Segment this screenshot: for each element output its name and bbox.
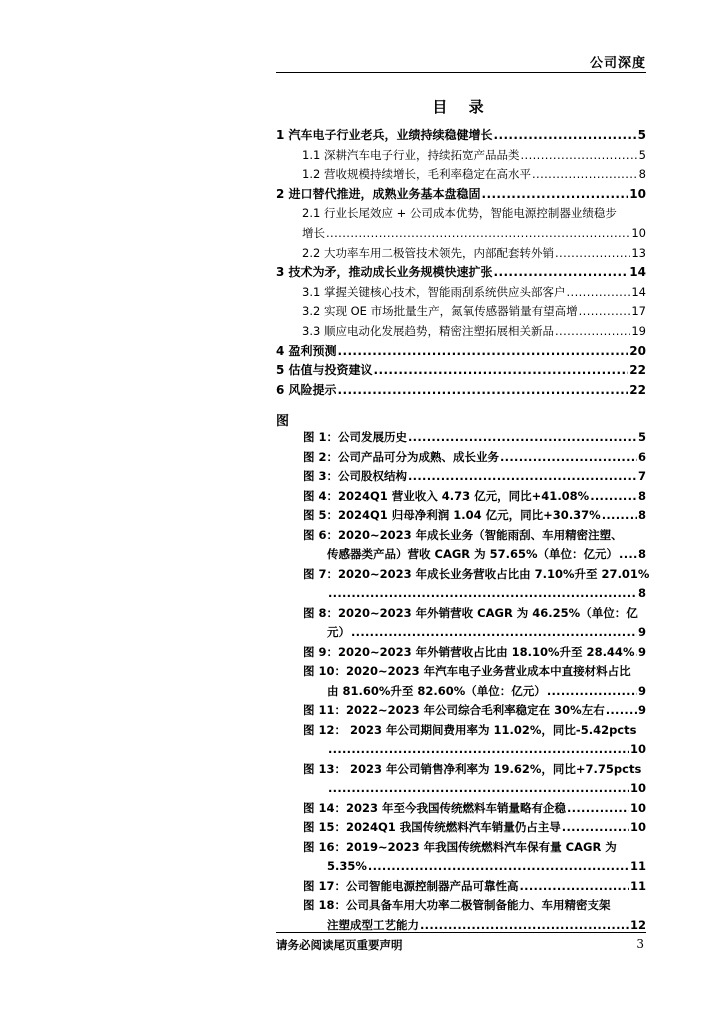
toc-entry[interactable]: 1.1 深耕汽车电子行业，持续拓宽产品品类 ..... 5 [276, 146, 646, 166]
toc-entry[interactable]: 2 进口替代推进，成熟业务基本盘稳固 ..... 10 [276, 185, 646, 205]
toc-entry[interactable]: 4 盈利预测 ..... 20 [276, 342, 646, 362]
figure-list [303, 428, 650, 935]
toc-entry[interactable]: 6 风险提示 ..... 22 [276, 381, 646, 401]
figure-entry[interactable]: 图 5：2024Q1 归母净利润 1.04 亿元，同比+30.37% ..... 8 [303, 506, 646, 526]
header-rule [276, 72, 646, 73]
figure-list-heading: 图 [276, 414, 290, 429]
figure-entry-continued[interactable]: ..... 10 [303, 740, 646, 760]
header-label: 公司深度 [589, 56, 646, 71]
toc-entry[interactable]: 3 技术为矛，推动成长业务规模快速扩张 ..... 14 [276, 263, 646, 283]
figure-entry-continued[interactable]: 由 81.60%升至 82.60%（单位：亿元） ..... 9 [303, 682, 646, 702]
toc-entry[interactable]: 5 估值与投资建议 ..... 22 [276, 361, 646, 381]
figure-entry[interactable]: 图 12： 2023 年公司期间费用率为 11.02%，同比-5.42pcts [303, 722, 637, 737]
figure-entry[interactable]: 图 6：2020~2023 年成长业务（智能雨刮、车用精密注塑、 [303, 527, 623, 542]
figure-entry[interactable]: 图 13： 2023 年公司销售净利率为 19.62%，同比+7.75pcts [303, 761, 642, 776]
figure-entry[interactable]: 图 15：2024Q1 我国传统燃料汽车销量仍占主导 ..... 10 [303, 818, 646, 838]
footer-rule [276, 932, 646, 933]
figure-entry-continued[interactable]: 元） ..... 9 [303, 623, 646, 643]
toc-entry[interactable]: 3.1 掌握关键核心技术，智能雨刮系统供应头部客户 ..... 14 [276, 283, 646, 303]
toc-entry[interactable]: 3.3 顺应电动化发展趋势，精密注塑拓展相关新品 ..... 19 [276, 322, 646, 342]
page-number: 3 [636, 937, 644, 951]
toc-entry[interactable]: 1 汽车电子行业老兵，业绩持续稳健增长 ..... 5 [276, 126, 646, 146]
toc-entry[interactable]: 1.2 营收规模持续增长，毛利率稳定在高水平 ..... 8 [276, 165, 646, 185]
figure-entry[interactable]: 图 3：公司股权结构 ..... 7 [303, 467, 646, 487]
figure-entry-continued[interactable]: ..... 8 [303, 584, 646, 604]
footer-disclaimer: 请务必阅读尾页重要声明 [276, 938, 403, 952]
figure-entry-continued[interactable]: 传感器类产品）营收 CAGR 为 57.65%（单位：亿元） ..... 8 [303, 545, 646, 565]
figure-entry[interactable]: 图 7：2020~2023 年成长业务营收占比由 7.10%升至 27.01% [303, 566, 650, 581]
toc-entry[interactable]: 2.1 行业长尾效应 + 公司成本优势，智能电源控制器业绩稳步 [302, 206, 617, 221]
toc-title: 目 录 [432, 98, 492, 116]
figure-entry[interactable]: 图 16：2019~2023 年我国传统燃料汽车保有量 CAGR 为 [303, 839, 617, 854]
figure-entry[interactable]: 图 18：公司具备车用大功率二极管制备能力、车用精密支架 [303, 898, 611, 912]
figure-entry-continued[interactable]: 注塑成型工艺能力 ..... 12 [303, 916, 646, 936]
toc-entry[interactable]: 2.2 大功率车用二极管技术领先，内部配套转外销 ..... 13 [276, 244, 646, 264]
figure-entry[interactable]: 图 14：2023 年至今我国传统燃料车销量略有企稳 ..... 10 [303, 799, 646, 819]
figure-entry[interactable]: 图 4：2024Q1 营业收入 4.73 亿元，同比+41.08% ..... 8 [303, 487, 646, 507]
figure-entry-continued[interactable]: ..... 10 [303, 779, 646, 799]
figure-entry-continued[interactable]: 5.35% ..... 11 [303, 857, 646, 877]
figure-entry[interactable]: 图 8：2020~2023 年外销营收 CAGR 为 46.25%（单位：亿 [303, 605, 638, 620]
figure-entry[interactable]: 图 9：2020~2023 年外销营收占比由 18.10%升至 28.44% ..... 9 [303, 643, 646, 663]
figure-entry[interactable]: 图 17：公司智能电源控制器产品可靠性高 ..... 11 [303, 877, 646, 897]
toc-entry[interactable]: 3.2 实现 OE 市场批量生产，氮氧传感器销量有望高增 ..... 17 [276, 302, 646, 322]
figure-entry[interactable]: 图 10：2020~2023 年汽车电子业务营业成本中直接材料占比 [303, 664, 631, 678]
toc-entry-continued[interactable]: 增长 ..... 10 [276, 224, 646, 244]
figure-entry[interactable]: 图 11：2022~2023 年公司综合毛利率稳定在 30%左右 ..... 9 [303, 701, 646, 721]
figure-entry[interactable]: 图 2：公司产品可分为成熟、成长业务 ..... 6 [303, 448, 646, 468]
toc-list [276, 126, 646, 400]
figure-entry[interactable]: 图 1：公司发展历史 ..... 5 [303, 428, 646, 448]
